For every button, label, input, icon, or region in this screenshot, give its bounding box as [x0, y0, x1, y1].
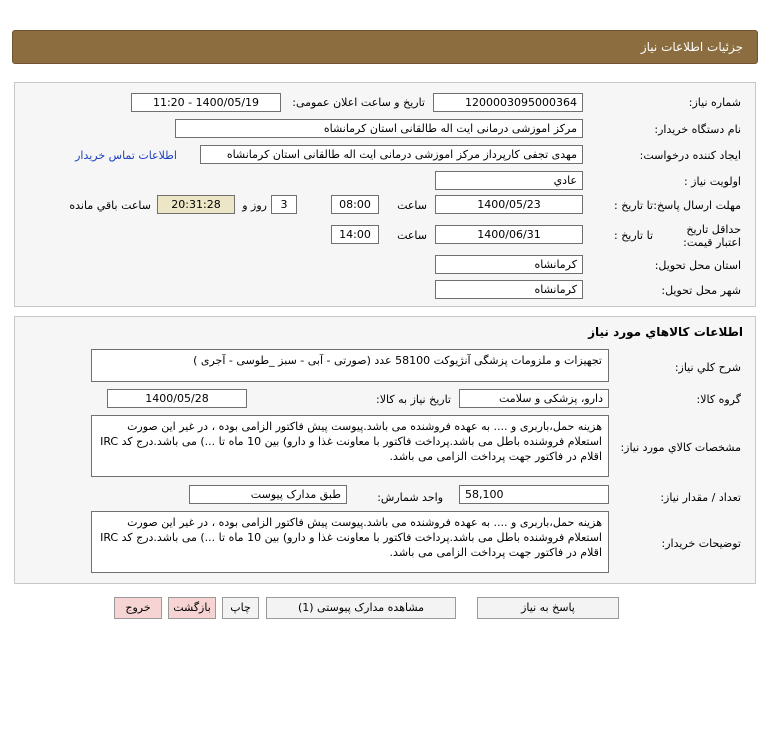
buyer-contact-link[interactable]: اطلاعات تماس خریدار — [75, 149, 177, 162]
creator-field: مهدی تجفی کارپرداز مرکز اموزشی درمانی ایت اله طالقانی استان کرمانشاه — [200, 145, 583, 164]
delivery-province-label: استان محل تحویل: — [654, 259, 741, 272]
reply-date-field: 1400/05/23 — [435, 195, 583, 214]
specs-field: هزینه حمل،باربری و .... به عهده فروشنده می باشد.پیوست پیش فاکتور الزامی بوده ، در غیر این صورت استعلام فروشنده باطل می باشد.پرداخت فاکتور با معاونت غذا و دارو) بین 10 ماه تا ...) می باشد.درج کد IRC اقلام در فاکتور جهت پرداخت الزامی می باشد. — [91, 415, 609, 477]
remaining-time-field: 20:31:28 — [157, 195, 235, 214]
validity-to-date-label: تا تاریخ : — [614, 229, 653, 242]
group-field: دارو، پزشکی و سلامت — [459, 389, 609, 408]
priority-field: عادي — [435, 171, 583, 190]
group-label: گروه کالا: — [696, 393, 741, 406]
validity-label: حداقل تاریخ اعتبار قیمت: — [683, 223, 741, 249]
delivery-city-field: کرمانشاه — [435, 280, 583, 299]
description-field: تجهیزات و ملزومات پزشگی آنژیوکت 58100 عدد (صورتی - آبی - سبز _طوسی - آجری ) — [91, 349, 609, 382]
reply-deadline-label: مهلت ارسال پاسخ: — [653, 199, 741, 212]
days-field: 3 — [271, 195, 297, 214]
buyer-notes-field: هزینه حمل،باربری و .... به عهده فروشنده می باشد.پیوست پیش فاکتور الزامی بوده ، در غیر این صورت استعلام فروشنده باطل می باشد.پرداخت فاکتور با معاونت غذا و دارو) بین 10 ماه تا ...) می باشد.درج کد IRC اقلام در فاکتور جهت پرداخت الزامی می باشد. — [91, 511, 609, 573]
buyer-org-label: نام دستگاه خریدار: — [654, 123, 741, 136]
print-button[interactable]: چاپ — [222, 597, 259, 619]
page-title: جزئیات اطلاعات نیاز — [640, 40, 743, 54]
reply-button[interactable]: پاسخ به نیاز — [477, 597, 619, 619]
need-date-field: 1400/05/28 — [107, 389, 247, 408]
need-date-label: تاریخ نیاز به کالا: — [376, 393, 451, 406]
remaining-label: ساعت باقي مانده — [69, 199, 151, 212]
delivery-province-field: کرمانشاه — [435, 255, 583, 274]
specs-label: مشخصات کالاي مورد نياز: — [620, 441, 741, 454]
quantity-field: 58,100 — [459, 485, 609, 504]
buyer-notes-label: توضیحات خریدار: — [661, 537, 741, 550]
exit-button[interactable]: خروج — [114, 597, 162, 619]
priority-label: اولویت نیاز : — [683, 175, 741, 188]
need-number-field: 1200003095000364 — [433, 93, 583, 112]
validity-time-label: ساعت — [397, 229, 427, 242]
quantity-label: تعداد / مقدار نیاز: — [660, 491, 741, 504]
description-label: شرح کلي نياز: — [674, 361, 741, 374]
need-info-panel — [14, 82, 756, 307]
need-number-label: شماره نیاز: — [688, 96, 741, 109]
announce-label: تاریخ و ساعت اعلان عمومی: — [292, 96, 425, 109]
reply-time-field: 08:00 — [331, 195, 379, 214]
reply-time-label: ساعت — [397, 199, 427, 212]
buyer-org-field: مرکز اموزشی درمانی ایت اله طالقانی استان کرمانشاه — [175, 119, 583, 138]
announce-field: 1400/05/19 - 11:20 — [131, 93, 281, 112]
reply-to-date-label: تا تاریخ : — [614, 199, 653, 212]
view-attachments-button[interactable]: مشاهده مدارک پیوستی (1) — [266, 597, 456, 619]
days-and-label: روز و — [242, 199, 267, 212]
delivery-city-label: شهر محل تحویل: — [661, 284, 741, 297]
unit-label: واحد شمارش: — [377, 491, 443, 504]
goods-section-title: اطلاعات کالاهاي مورد نياز — [588, 325, 743, 339]
validity-time-field: 14:00 — [331, 225, 379, 244]
back-button[interactable]: بازگشت — [168, 597, 216, 619]
page-header — [12, 30, 758, 64]
validity-date-field: 1400/06/31 — [435, 225, 583, 244]
unit-field: طبق مدارک پیوست — [189, 485, 347, 504]
goods-panel — [14, 316, 756, 584]
creator-label: ایجاد کننده درخواست: — [639, 149, 741, 162]
